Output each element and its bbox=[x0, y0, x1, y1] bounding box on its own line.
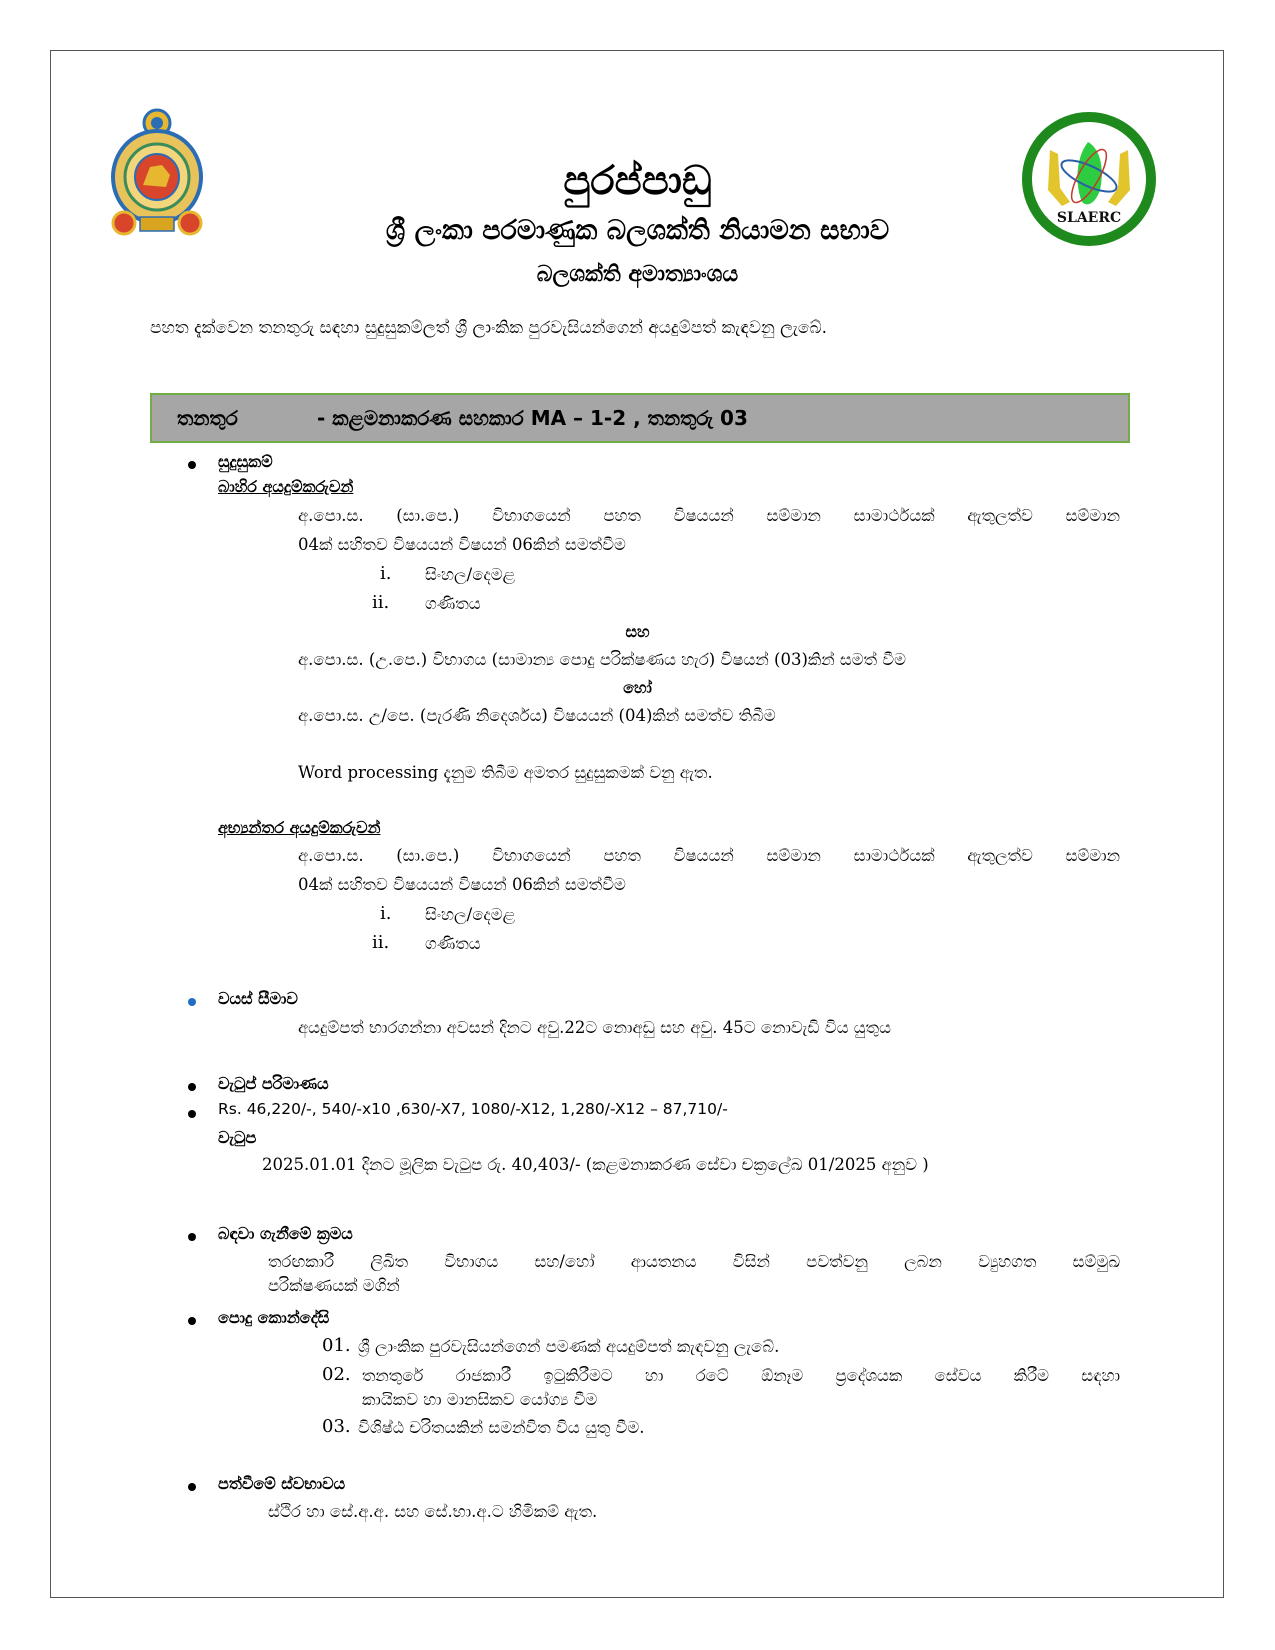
internal-subject-num: i. bbox=[380, 903, 392, 924]
ministry-name: බලශක්ති අමාත්‍යාංශය bbox=[536, 262, 739, 287]
post-value: - කළමනාකරණ සහකාර MA – 1-2 , තනතුරු 03 bbox=[317, 406, 748, 430]
external-subject-num: i. bbox=[380, 563, 392, 584]
bullet-icon bbox=[188, 1483, 196, 1491]
and-label: සහ bbox=[625, 622, 650, 641]
bullet-icon bbox=[188, 1317, 196, 1325]
internal-subject-name: ගණිතය bbox=[425, 934, 481, 953]
word-processing-note: Word processing දැනුම තිබීම අමතර සුදුසුකමක් වනු ඇත. bbox=[298, 763, 713, 782]
post-title-bar bbox=[150, 393, 1130, 443]
internal-ol-line1: අ.පො.ස. (සා.පෙ.) විභාගයෙන් පහත විෂයයන් සම්මාන සාමාර්ථයක් ඇතුලත්ව සම්මාන bbox=[298, 846, 1120, 865]
appointment-nature-text: ස්ථිර හා සේ.අ.අ. සහ සේ.භා.අ.ට හිමිකම් ඇත. bbox=[268, 1502, 598, 1521]
external-subject-name: ගණිතය bbox=[425, 594, 481, 613]
condition-num: 02. bbox=[322, 1364, 351, 1385]
bullet-icon bbox=[188, 1233, 196, 1241]
external-applicants-heading: බාහිර අයදුම්කරුවන් bbox=[218, 477, 354, 496]
recruitment-line1: තරඟකාරී ලිඛිත විභාගය සහ/හෝ ආයතනය විසින් පවත්වනු ලබන ව්‍යුහගත සම්මුඛ bbox=[268, 1252, 1120, 1271]
page-title: පුරප්පාඩු bbox=[563, 158, 712, 204]
salary-label: වැටුප bbox=[218, 1128, 257, 1147]
general-conditions-heading: පොදු කොන්දේසි bbox=[218, 1308, 330, 1327]
external-subject-name: සිංහල/දෙමළ bbox=[425, 565, 516, 584]
internal-ol-line2: 04ක් සහිතව විෂයයන් විෂයන් 06කින් සමත්වීම bbox=[298, 875, 626, 894]
condition-text: ශ්‍රී ලාංකික පුරවැසියන්ගෙන් පමණක් අයදුම්පත් කැඳවනු ලැබේ. bbox=[358, 1337, 780, 1356]
intro-text: පහත දැක්වෙන තනතුරු සඳහා සුදුසුකම්ලත් ශ්‍රී ලාංකික පුරවැසියන්ගෙන් අයදුම්පත් කැඳවනු ලැබේ. bbox=[150, 318, 828, 338]
internal-subject-name: සිංහල/දෙමළ bbox=[425, 905, 516, 924]
external-ol-line1: අ.පො.ස. (සා.පෙ.) විභාගයෙන් පහත විෂයයන් සම්මාන සාමාර්ථයක් ඇතුලත්ව සම්මාන bbox=[298, 506, 1120, 525]
condition-text: විශිෂ්ඨ චරිතයකින් සමන්විත විය යුතු වීම. bbox=[358, 1418, 645, 1437]
qualifications-heading: සුදුසුකම් bbox=[218, 452, 273, 471]
age-limit-heading: වයස් සීමාව bbox=[218, 989, 298, 1008]
recruitment-method-heading: බඳවා ගැනීමේ ක්‍රමය bbox=[218, 1224, 353, 1243]
bullet-icon bbox=[188, 1110, 196, 1118]
salary-scale-heading: වැටුප් පරිමාණය bbox=[218, 1074, 329, 1093]
condition-num: 03. bbox=[322, 1416, 351, 1437]
salary-text: 2025.01.01 දිනට මූලික වැටුප රු. 40,403/- (කළමනාකරණ සේවා චක්‍රලේඛ 01/2025 අනුව ) bbox=[262, 1155, 929, 1174]
or-label: හෝ bbox=[623, 678, 652, 697]
post-label: තනතුර bbox=[177, 406, 238, 430]
condition-text-cont: කායිකව හා මානසිකව යෝග්‍ය වීම bbox=[362, 1390, 598, 1409]
salary-scale-value: Rs. 46,220/-, 540/-x10 ,630/-X7, 1080/-X12, 1,280/-X12 – 87,710/- bbox=[218, 1100, 728, 1118]
external-old-syllabus-line: අ.පො.ස. උ/පෙ. (පැරණි නිදෙර්ශය) විෂයයන් (04)කින් සමත්ව තිබීම bbox=[298, 706, 776, 725]
bullet-icon bbox=[188, 998, 196, 1006]
age-limit-text: අයදුම්පත් භාරගන්නා අවසන් දිනට අවු.22ට නොඅඩු සහ අවු. 45ට නොවැඩි විය යුතුය bbox=[298, 1018, 891, 1037]
external-subject-num: ii. bbox=[372, 592, 390, 613]
internal-subject-num: ii. bbox=[372, 932, 390, 953]
appointment-nature-heading: පත්වීමේ ස්වභාවය bbox=[218, 1474, 346, 1493]
bullet-icon bbox=[188, 1083, 196, 1091]
condition-text: තනතුරේ රාජකාරී ඉටුකිරීමට හා රටේ ඕනෑම ප්‍රදේශයක සේවය කිරීම සඳහා bbox=[362, 1366, 1120, 1385]
slaerc-logo-text: SLAERC bbox=[1056, 210, 1122, 226]
bullet-icon bbox=[188, 461, 196, 469]
condition-num: 01. bbox=[322, 1335, 351, 1356]
external-al-line: අ.පො.ස. (උ.පෙ.) විභාගය (සාමාන්‍ය පොදු පරික්ෂණය හැර) විෂයන් (03)කින් සමත් වීම bbox=[298, 650, 907, 669]
internal-applicants-heading: අභ්‍යන්තර අයදුම්කරුවන් bbox=[218, 818, 381, 837]
recruitment-line2: පරික්ෂණයක් මගින් bbox=[268, 1276, 400, 1295]
organization-name: ශ්‍රී ලංකා පරමාණුක බලශක්ති නියාමන සභාව bbox=[385, 215, 890, 246]
external-ol-line2: 04ක් සහිතව විෂයයන් විෂයන් 06කින් සමත්වීම bbox=[298, 535, 626, 554]
